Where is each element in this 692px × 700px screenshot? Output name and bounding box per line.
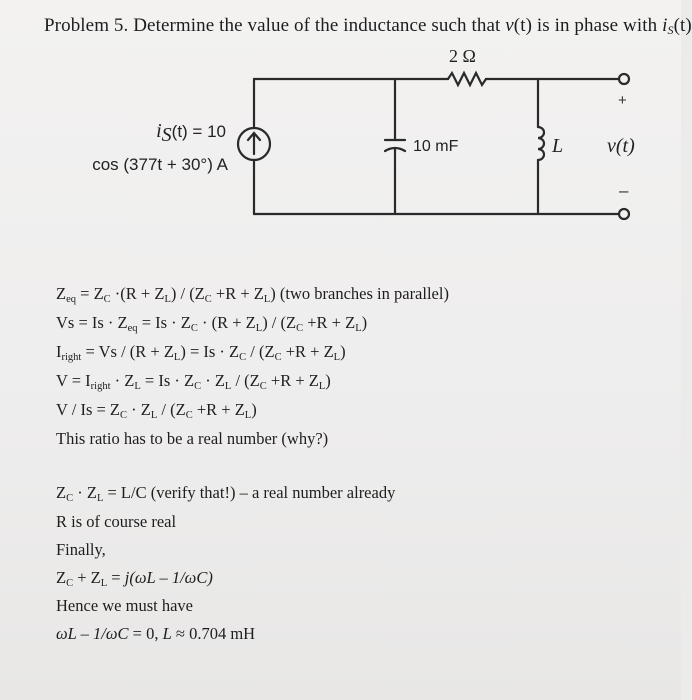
current-time-arg: (t) xyxy=(673,15,692,36)
eq-result: ωL – 1/ωC = 0, L ≈ 0.704 mH xyxy=(56,624,256,643)
voltage-symbol: v xyxy=(505,15,514,36)
current-symbol: i xyxy=(662,15,668,36)
terminal-top xyxy=(619,74,629,84)
resistor-2ohm xyxy=(448,73,486,85)
eq-ratio: $V / Is = Z_C \cdot Z_L / (Z_C +R + Z_L)$ xyxy=(56,400,257,421)
terminal-bottom xyxy=(619,209,629,219)
inductor-label: L xyxy=(552,135,564,157)
resistor-label: 2 Ω xyxy=(449,46,476,66)
source-cos-term: cos (377t + 30°) A xyxy=(92,155,228,175)
minus-sign: – xyxy=(619,181,629,200)
eq-zeq: $Z_{eq} = Z_C \cdot(R + Z_L) / (Z_C +R + Z_L)$ (two branches in parallel) xyxy=(56,284,449,305)
source-label xyxy=(40,117,228,179)
problem-mid: is in phase with xyxy=(532,15,663,36)
capacitor-label: 10 mF xyxy=(413,138,459,155)
time-arg: (t) xyxy=(513,15,533,36)
source-amplitude: (t) = 10 xyxy=(171,122,226,141)
problem-heading: Problem 5. Determine the value of the inductance such that xyxy=(44,15,506,36)
plus-sign: + xyxy=(618,92,627,109)
eq-iright: $I_{right} = Vs / (R + Z_L) = Is \cdot Z_C / (Z_C +R + Z_L)$ xyxy=(56,342,346,363)
note-hence: Hence we must have xyxy=(56,596,193,615)
output-voltage-label: v(t) xyxy=(607,135,635,157)
note-r-real: R is of course real xyxy=(56,512,177,531)
note-real-ratio: This ratio has to be a real number (why?) xyxy=(56,429,329,448)
inductor-coil xyxy=(538,127,544,160)
eq-zc-plus-zl: $Z_C + Z_L = j(\omega L - 1/\omega C)$ xyxy=(56,568,213,589)
source-symbol: i xyxy=(156,120,162,142)
source-subscript: S xyxy=(161,124,172,147)
note-finally: Finally, xyxy=(56,540,106,559)
eq-zc-zl-product: $Z_C \cdot Z_L = L/C$ (verify that!) – a real number already xyxy=(56,483,396,504)
eq-v: $V = I_{right} \cdot Z_L = Is \cdot Z_C \cdot Z_L / (Z_C +R + Z_L)$ xyxy=(56,371,331,392)
eq-vs: $Vs = Is \cdot Z_{eq} = Is \cdot Z_C \cdot (R + Z_L) / (Z_C +R + Z_L)$ xyxy=(56,313,368,334)
current-subscript: S xyxy=(667,23,674,37)
